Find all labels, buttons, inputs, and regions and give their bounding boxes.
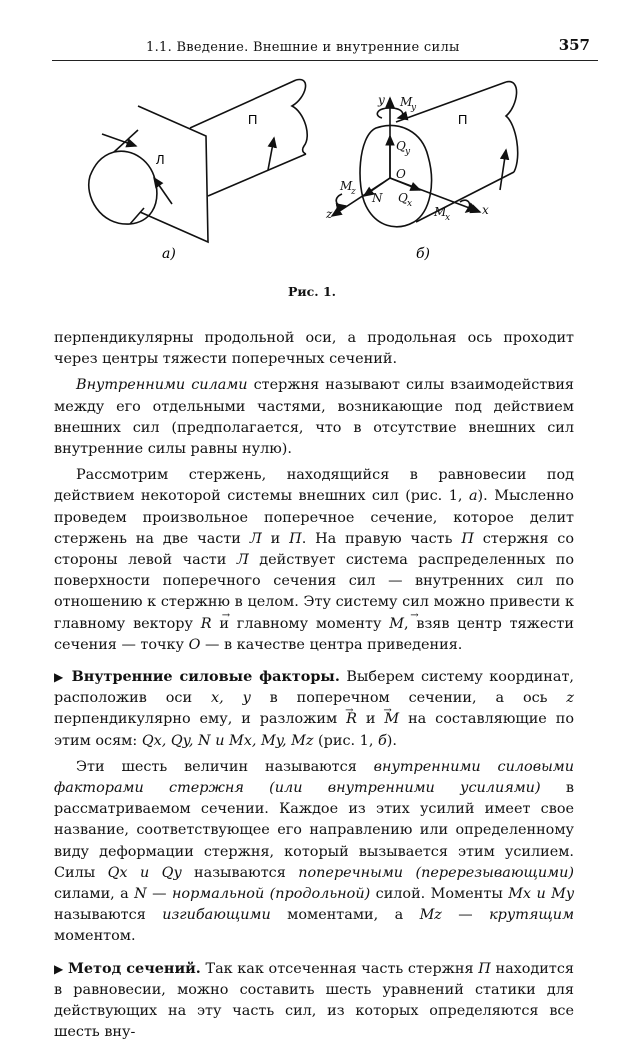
label-n: N: [372, 191, 383, 205]
label-x: x: [482, 203, 489, 217]
paragraph-5: Эти шесть величин называются внутренними силовыми факторами стержня (или внутренними усилиями) в рассматриваемом сечении. Каждое из этих усилий имеет свое название, соответствующее его направлению или определенному виду деформации стержня, который вызывается этим усилием. Силы Qx и Qy называются поперечными (перерезывающими) силами, а N — нормальной (продольной) силой. Моменты Mx и My называются изгибающими моментами, а Mz — крутящим моментом.: [54, 758, 574, 945]
label-mx-sub: x: [445, 213, 451, 223]
rod-left-part: [89, 151, 157, 224]
page-number: 357: [558, 36, 590, 54]
force-arrow-3: [268, 138, 274, 170]
rod-left-top-edge: [114, 130, 138, 152]
rod-left-bottom-edge: [130, 208, 144, 224]
paragraph-marker: ▶: [54, 961, 64, 976]
panel-a-drawing: [89, 80, 307, 242]
rod-b-end: [506, 82, 518, 172]
paragraph-marker: ▶: [54, 670, 66, 685]
label-qx: Q: [398, 191, 408, 205]
paragraph-3: Рассмотрим стержень, находящийся в равновесии под действием некоторой системы внешних сил (рис. 1, а). Мысленно проведем произвольное поперечное сечение, которое делит стержень на две части Л и П. На правую часть П стержня со стороны левой части Л действует система распределенных по поверхности поперечного сечения сил — внутренних сил по отношению к стержню в целом. Эту систему сил можно привести к главному вектору → R и главному моменту → M, взяв центр тяжести сечения — точку O — в качестве центра приведения.: [54, 465, 574, 656]
body-text: [54, 328, 574, 1044]
label-qx-sub: x: [407, 199, 413, 209]
rod-right-top-edge: [190, 80, 296, 128]
vector-m: → M: [389, 616, 404, 632]
label-my: M: [400, 95, 413, 109]
label-qy-sub: y: [405, 147, 411, 157]
heading-section-method: Метод сечений.: [68, 959, 201, 977]
term-internal-forces: Внутренними силами: [76, 377, 248, 394]
header-rule: [52, 60, 598, 61]
running-header: [54, 34, 594, 64]
label-mz-sub: z: [351, 187, 356, 197]
mz-moment: [336, 194, 346, 206]
heading-internal-factors: Внутренние силовые факторы.: [71, 668, 340, 686]
section-title: 1.1. Введение. Внешние и внутренние силы: [146, 40, 460, 55]
label-mx: M: [434, 205, 447, 219]
label-z: z: [326, 207, 333, 221]
label-right-part: П: [248, 112, 258, 127]
rod-b-bottom-edge: [416, 172, 514, 222]
panel-b-label: б): [416, 246, 431, 262]
label-mz: M: [340, 179, 353, 193]
rod-b-top-edge: [396, 82, 506, 122]
paragraph-1: перпендикулярны продольной оси, а продольная ось проходит через центры тяжести поперечных сечений.: [54, 330, 574, 368]
paragraph-2: Внутренними силами стержня называют силы взаимодействия между его отдельными частями, возникающие под действием внешних сил (предполагается, что в отсутствие внешних сил внутренние силы равны нулю).: [54, 377, 575, 458]
label-y: y: [378, 93, 385, 107]
figure-1: [60, 66, 520, 276]
vector-r: → R: [201, 616, 212, 632]
rod-right-bottom-edge: [208, 154, 306, 196]
figure-caption: Рис. 1.: [287, 284, 337, 299]
paragraph-6: ▶ Метод сечений. Так как отсеченная часть стержня П находится в равновесии, можно составить шесть уравнений статики для действующих на эту часть сил, из которых определяются все шесть вну-: [54, 959, 574, 1041]
label-origin: O: [396, 167, 406, 181]
label-my-sub: y: [411, 103, 417, 113]
label-qy: Q: [396, 139, 406, 153]
label-right-part-b: П: [458, 112, 468, 127]
force-arrow-b: [500, 150, 506, 190]
label-left-part: Л: [156, 152, 165, 167]
section-plane: [138, 106, 208, 242]
panel-a-label: а): [162, 246, 176, 262]
panel-b-drawing: [332, 82, 518, 227]
paragraph-4: ▶ Внутренние силовые факторы. Выберем систему координат, расположив оси x, y в поперечном сечении, а ось z перпендикулярно ему, и разложим → R и → M на составляющие по этим осям: Qx, Qy, N и Mx, My, Mz (рис. 1, б).: [54, 666, 574, 752]
rod-right-end: [292, 80, 307, 154]
